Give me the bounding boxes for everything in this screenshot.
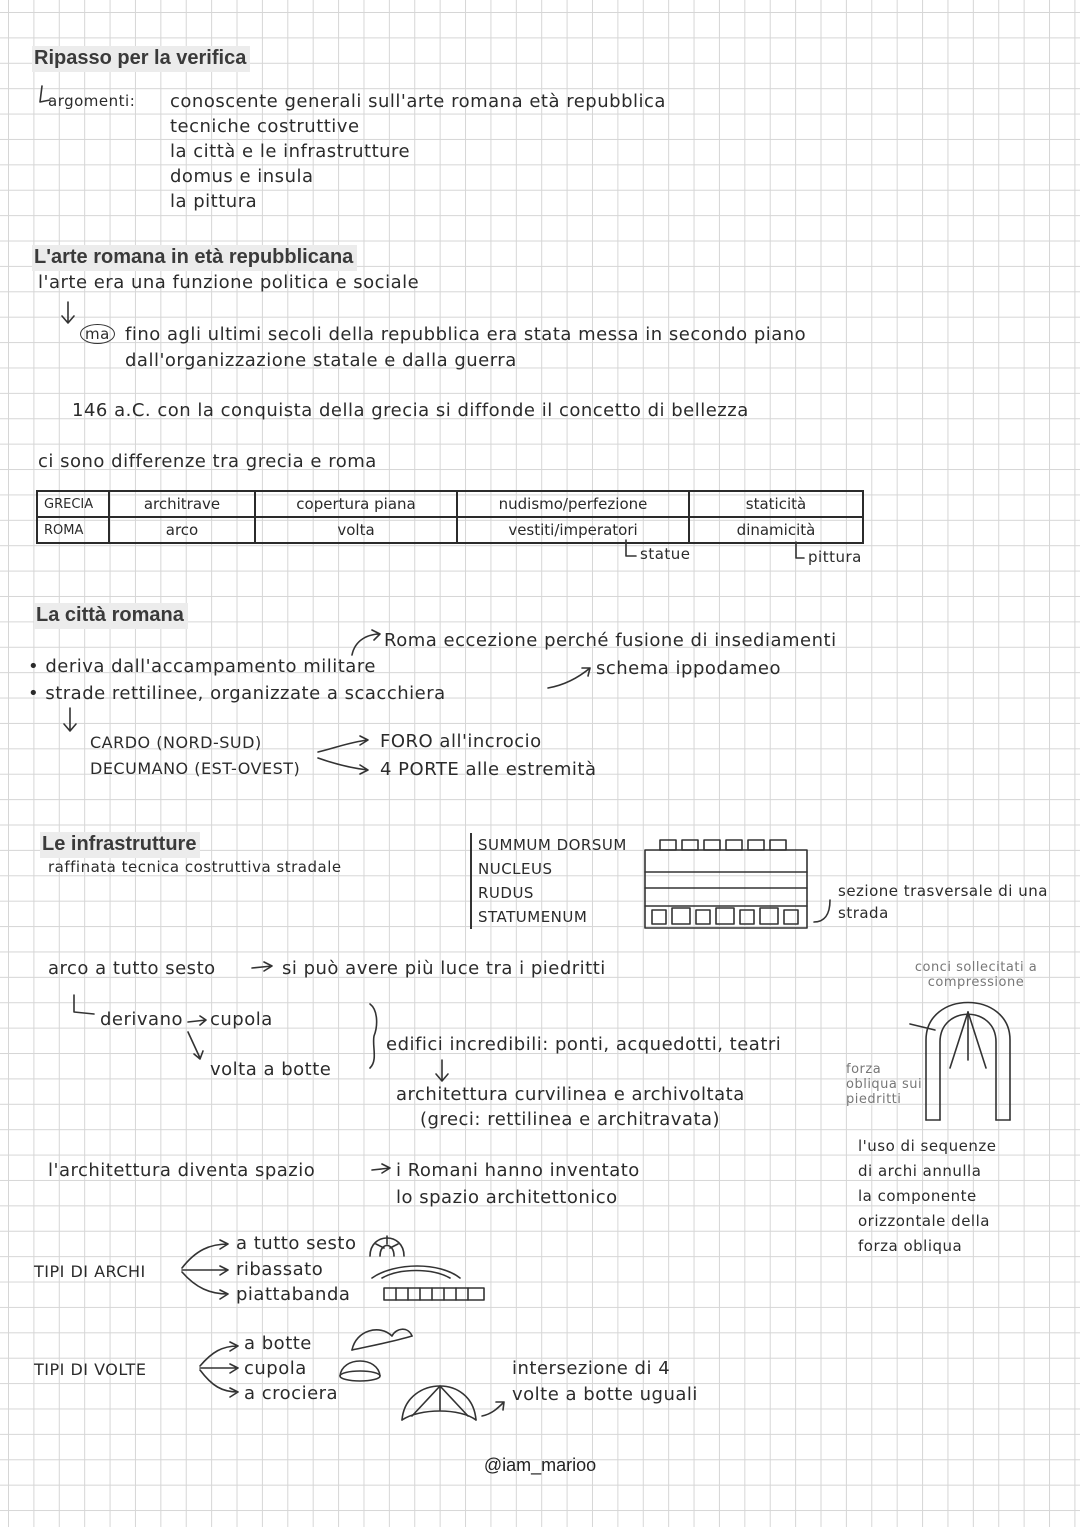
foro-label: FORO all'incrocio (380, 731, 542, 752)
citta-bullet-2: • strade rettilinee, organizzate a scacchiera (28, 683, 446, 704)
table-cell: vestiti/imperatori (457, 517, 689, 543)
arte-line-5: ci sono differenze tra grecia e roma (38, 451, 377, 472)
list-item: SUMMUM DORSUM (478, 836, 627, 854)
arrow-down-icon (188, 1032, 203, 1059)
branch-arrows-icon (182, 1240, 228, 1299)
arrow-right-icon (482, 1402, 504, 1416)
volta-type-3: a crociera (244, 1383, 339, 1404)
volta-type-2: cupola (244, 1358, 307, 1379)
arrow-right-icon (372, 1164, 390, 1173)
curvilinea-label: architettura curvilinea e archivoltata (396, 1084, 745, 1105)
arrow-down-icon (62, 302, 74, 323)
decumano-label: DECUMANO (EST-OVEST) (90, 759, 301, 778)
note-statue: statue (640, 545, 691, 563)
list-item: forza obliqua (858, 1237, 963, 1255)
derivano-label: derivano (100, 1009, 184, 1030)
hook-arrow-icon (74, 995, 94, 1014)
argomenti-label: argomenti: (48, 92, 136, 110)
intersezione-line-1: intersezione di 4 (512, 1358, 671, 1379)
porte-label: 4 PORTE alle estremità (380, 759, 597, 780)
table-cell: architrave (109, 491, 255, 517)
list-item: la pittura (170, 191, 258, 212)
list-item: la città e le infrastrutture (170, 141, 411, 162)
arrow-right-icon (318, 758, 368, 774)
schema-ippodameo: schema ippodameo (596, 658, 781, 679)
table-cell: staticità (689, 491, 863, 517)
arrow-down-icon (436, 1060, 448, 1081)
arrow-down-icon (64, 708, 76, 731)
brace-icon (370, 1004, 377, 1068)
branch-arrows-icon (200, 1342, 238, 1397)
forza-label: forza obliqua sui piedritti (846, 1062, 923, 1107)
list-item: l'uso di sequenze (858, 1137, 997, 1155)
table-cell: ROMA (37, 517, 109, 543)
arte-line-2: fino agli ultimi secoli della repubblica era stata messa in secondo piano (125, 324, 807, 345)
heading-infrastrutture: Le infrastrutture (40, 832, 200, 858)
cupola-label: cupola (210, 1009, 273, 1030)
edifici-label: edifici incredibili: ponti, acquedotti, teatri (386, 1034, 782, 1055)
sezione-label: sezione trasversale di una strada (838, 882, 1048, 922)
arco-tutto-sesto-icon (370, 1236, 404, 1256)
hook-arrow-icon (814, 900, 830, 922)
arco-tutto-sesto: arco a tutto sesto (48, 958, 216, 979)
conci-label: conci sollecitati a compressione (914, 960, 1038, 990)
footer-credit: @iam_marioo (483, 1455, 597, 1475)
table-cell: copertura piana (255, 491, 457, 517)
arrow-right-icon (188, 1016, 206, 1025)
road-section-sketch (645, 840, 807, 928)
arco-type-3: piattabanda (236, 1284, 351, 1305)
spazio-label: l'architettura diventa spazio (48, 1160, 316, 1181)
list-item: STATUMENUM (478, 908, 588, 926)
list-item: tecniche costruttive (170, 116, 360, 137)
arrow-right-icon (252, 962, 272, 971)
arco-desc: si può avere più luce tra i piedritti (282, 958, 606, 979)
greci-label: (greci: rettilinea e architravata) (420, 1109, 721, 1130)
romani-line-1: i Romani hanno inventato (396, 1160, 640, 1181)
arrow-right-icon (318, 736, 368, 752)
cupola-icon (340, 1361, 380, 1381)
volta-botte-label: volta a botte (210, 1059, 332, 1080)
table-cell: arco (109, 517, 255, 543)
list-item: domus e insula (170, 166, 314, 187)
arco-type-1: a tutto sesto (236, 1233, 357, 1254)
arco-ribassato-icon (372, 1266, 460, 1278)
citta-bullet-1: • deriva dall'accampamento militare (28, 656, 376, 677)
list-item: RUDUS (478, 884, 534, 902)
list-item: di archi annulla (858, 1162, 982, 1180)
tipi-volte-label: TIPI DI VOLTE (34, 1360, 147, 1379)
arrow-right-icon (548, 668, 590, 688)
romani-line-2: lo spazio architettonico (396, 1187, 618, 1208)
list-item: conoscente generali sull'arte romana età repubblica (170, 91, 666, 112)
volta-botte-icon (352, 1329, 412, 1350)
heading-arte-romana: L'arte romana in età repubblicana (32, 245, 357, 271)
hook-arrow-icon (40, 86, 50, 102)
list-item: NUCLEUS (478, 860, 553, 878)
citta-note-top: Roma eccezione perché fusione di insediamenti (384, 630, 837, 651)
table-cell: dinamicità (689, 517, 863, 543)
table-cell: nudismo/perfezione (457, 491, 689, 517)
ma-circled: ma (80, 324, 115, 344)
arte-line-1: l'arte era una funzione politica e sociale (38, 272, 420, 293)
arrow-up-icon (352, 630, 380, 655)
arte-line-3: dall'organizzazione statale e dalla guerra (125, 350, 517, 371)
infra-line-1: raffinata tecnica costruttiva stradale (48, 858, 342, 876)
volta-crociera-icon (402, 1386, 476, 1420)
cardo-label: CARDO (NORD-SUD) (90, 733, 262, 752)
hook-arrow-icon (626, 540, 636, 556)
hook-arrow-icon (796, 542, 804, 558)
arco-type-2: ribassato (236, 1259, 324, 1280)
piattabanda-icon (384, 1288, 484, 1300)
intersezione-line-2: volte a botte uguali (512, 1384, 698, 1405)
table-cell: volta (255, 517, 457, 543)
list-item: orizzontale della (858, 1212, 990, 1230)
heading-ripasso: Ripasso per la verifica (32, 46, 250, 72)
heading-citta-romana: La città romana (34, 603, 188, 629)
arch-forces-sketch (910, 1003, 1010, 1121)
tipi-archi-label: TIPI DI ARCHI (34, 1262, 146, 1281)
list-item: la componente (858, 1187, 977, 1205)
note-pittura: pittura (808, 548, 862, 566)
table-cell: GRECIA (37, 491, 109, 517)
arte-line-4: 146 a.C. con la conquista della grecia si diffonde il concetto di bellezza (72, 400, 749, 421)
volta-type-1: a botte (244, 1333, 312, 1354)
